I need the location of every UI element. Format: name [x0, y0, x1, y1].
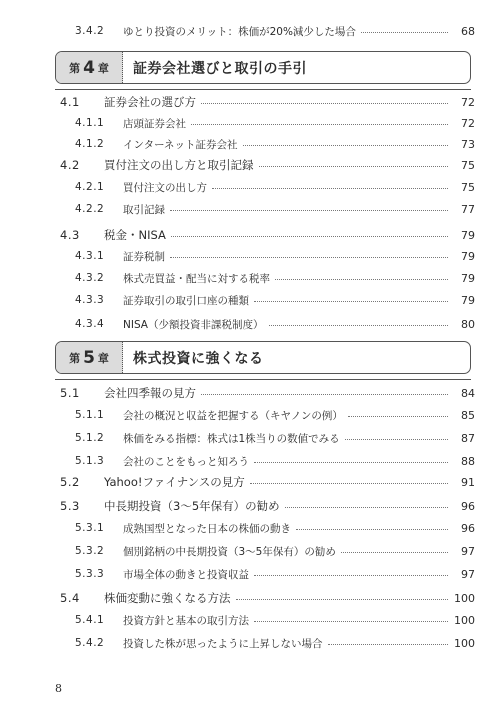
entry-page-number: 79	[461, 293, 475, 307]
dot-leader	[259, 166, 449, 167]
entry-number: 5.1.3	[75, 455, 105, 467]
toc-subsection-entry[interactable]	[0, 428, 496, 448]
entry-number: 5.1.2	[75, 432, 105, 444]
entry-page-number: 97	[461, 567, 475, 581]
entry-page-number: 88	[461, 454, 475, 468]
entry-title: 株式売買益・配当に対する税率	[123, 272, 270, 285]
entry-title: NISA（少額投資非課税制度）	[123, 318, 264, 331]
entry-number: 5.3.3	[75, 568, 105, 580]
entry-title: インターネット証券会社	[123, 138, 238, 151]
dot-leader	[254, 621, 448, 622]
chapter-heading	[55, 341, 471, 374]
entry-page-number: 79	[461, 271, 475, 285]
entry-page-number: 100	[454, 613, 475, 627]
entry-title: 投資した株が思ったように上昇しない場合	[123, 637, 323, 650]
chapter-label-suffix: 章	[97, 351, 109, 365]
toc-subsection-entry[interactable]	[0, 451, 496, 471]
entry-number: 4.1.2	[75, 138, 105, 150]
chapter-label	[56, 52, 123, 83]
entry-title: 会社四季報の見方	[104, 386, 196, 400]
dot-leader	[171, 236, 448, 237]
entry-page-number: 87	[461, 431, 475, 445]
chapter-label-suffix: 章	[97, 61, 109, 75]
entry-page-number: 75	[461, 180, 475, 194]
entry-number: 4.1.1	[75, 117, 105, 129]
entry-page-number: 73	[461, 137, 475, 151]
toc-subsection-entry[interactable]	[0, 199, 496, 219]
chapter-number: 5	[83, 347, 95, 368]
entry-number: 4.2.2	[75, 203, 105, 215]
entry-page-number: 84	[461, 386, 475, 400]
entry-number: 5.1	[60, 386, 80, 400]
toc-section-entry[interactable]	[0, 225, 496, 245]
entry-title: 証券取引の取引口座の種類	[123, 294, 249, 307]
entry-page-number: 79	[461, 228, 475, 242]
entry-page-number: 100	[454, 636, 475, 650]
dot-leader	[285, 507, 448, 508]
entry-number: 5.1.1	[75, 409, 105, 421]
dot-leader	[348, 416, 448, 417]
dot-leader	[361, 32, 448, 33]
entry-number: 3.4.2	[75, 25, 105, 37]
chapter-label-prefix: 第	[69, 61, 81, 75]
entry-number: 5.4.1	[75, 614, 105, 626]
toc-subsection-entry[interactable]	[0, 113, 496, 133]
entry-title: 中長期投資（3～5年保有）の勧め	[104, 499, 280, 513]
entry-number: 4.3.2	[75, 272, 105, 284]
entry-title: ゆとり投資のメリット：株価が20%減少した場合	[123, 25, 356, 38]
dot-leader	[296, 529, 448, 530]
dot-leader	[201, 394, 448, 395]
toc-section-entry[interactable]	[0, 155, 496, 175]
entry-page-number: 97	[461, 544, 475, 558]
dot-leader	[170, 210, 448, 211]
entry-title: 株価をみる指標：株式は1株当りの数値でみる	[123, 432, 340, 445]
toc-subsection-entry[interactable]	[0, 177, 496, 197]
entry-number: 4.3.1	[75, 250, 105, 262]
toc-subsection-entry[interactable]	[0, 633, 496, 653]
chapter-rule	[55, 89, 471, 90]
entry-number: 4.3.4	[75, 318, 105, 330]
dot-leader	[236, 599, 449, 600]
page-number: 8	[55, 682, 62, 695]
toc-section-entry[interactable]	[0, 383, 496, 403]
dot-leader	[254, 301, 448, 302]
toc-section-entry[interactable]	[0, 496, 496, 516]
dot-leader	[341, 552, 448, 553]
entry-page-number: 96	[461, 499, 475, 513]
entry-number: 5.3.1	[75, 522, 105, 534]
entry-number: 4.2	[60, 158, 80, 172]
dot-leader	[243, 145, 448, 146]
entry-title: 会社のことをもっと知ろう	[123, 455, 249, 468]
entry-number: 5.4	[60, 591, 80, 605]
toc-subsection-entry[interactable]	[0, 246, 496, 266]
toc-subsection-entry[interactable]	[0, 134, 496, 154]
toc-section-entry[interactable]	[0, 92, 496, 112]
entry-title: 取引記録	[123, 203, 165, 216]
toc-section-entry[interactable]	[0, 472, 496, 492]
entry-page-number: 100	[454, 591, 475, 605]
toc-subsection-entry[interactable]	[0, 268, 496, 288]
entry-title: 買付注文の出し方	[123, 181, 207, 194]
toc-subsection-entry[interactable]	[0, 21, 496, 41]
entry-title: Yahoo!ファイナンスの見方	[104, 475, 245, 489]
dot-leader	[328, 644, 449, 645]
entry-page-number: 72	[461, 116, 475, 130]
entry-page-number: 79	[461, 249, 475, 263]
entry-page-number: 68	[461, 24, 475, 38]
chapter-heading	[55, 51, 471, 84]
entry-title: 市場全体の動きと投資収益	[123, 568, 249, 581]
chapter-rule	[55, 379, 471, 380]
entry-title: 成熟国型となった日本の株価の動き	[123, 522, 291, 535]
entry-page-number: 85	[461, 408, 475, 422]
entry-title: 証券会社の選び方	[104, 95, 196, 109]
entry-page-number: 77	[461, 202, 475, 216]
dot-leader	[269, 325, 449, 326]
entry-title: 会社の概況と収益を把握する（キヤノンの例）	[123, 409, 343, 422]
entry-page-number: 80	[461, 317, 475, 331]
chapter-title: 証券会社選びと取引の手引	[133, 60, 307, 77]
dot-leader	[212, 188, 448, 189]
dot-leader	[201, 103, 448, 104]
entry-number: 5.3.2	[75, 545, 105, 557]
toc-subsection-entry[interactable]	[0, 290, 496, 310]
chapter-label-prefix: 第	[69, 351, 81, 365]
toc-subsection-entry[interactable]	[0, 405, 496, 425]
entry-number: 4.3.3	[75, 294, 105, 306]
dot-leader	[250, 483, 448, 484]
entry-number: 4.3	[60, 228, 80, 242]
entry-title: 証券税制	[123, 250, 165, 263]
entry-title: 株価変動に強くなる方法	[104, 591, 231, 605]
dot-leader	[191, 124, 448, 125]
dot-leader	[170, 257, 448, 258]
dot-leader	[275, 279, 448, 280]
entry-number: 5.2	[60, 475, 80, 489]
entry-page-number: 72	[461, 95, 475, 109]
entry-number: 4.2.1	[75, 181, 105, 193]
chapter-title: 株式投資に強くなる	[133, 350, 264, 367]
chapter-label	[56, 342, 123, 373]
entry-title: 店頭証券会社	[123, 117, 186, 130]
entry-page-number: 75	[461, 158, 475, 172]
entry-number: 5.4.2	[75, 637, 105, 649]
entry-page-number: 91	[461, 475, 475, 489]
dot-leader	[254, 575, 448, 576]
toc-section-entry[interactable]	[0, 588, 496, 608]
entry-title: 投資方針と基本の取引方法	[123, 614, 249, 627]
toc-subsection-entry[interactable]	[0, 314, 496, 334]
entry-number: 5.3	[60, 499, 80, 513]
toc-subsection-entry[interactable]	[0, 518, 496, 538]
toc-subsection-entry[interactable]	[0, 541, 496, 561]
toc-subsection-entry[interactable]	[0, 564, 496, 584]
entry-title: 個別銘柄の中長期投資（3～5年保有）の勧め	[123, 545, 336, 558]
chapter-number: 4	[83, 57, 95, 78]
entry-number: 4.1	[60, 95, 80, 109]
dot-leader	[345, 439, 448, 440]
toc-subsection-entry[interactable]	[0, 610, 496, 630]
entry-title: 買付注文の出し方と取引記録	[104, 158, 254, 172]
entry-title: 税金・NISA	[104, 228, 166, 242]
dot-leader	[254, 462, 448, 463]
entry-page-number: 96	[461, 521, 475, 535]
